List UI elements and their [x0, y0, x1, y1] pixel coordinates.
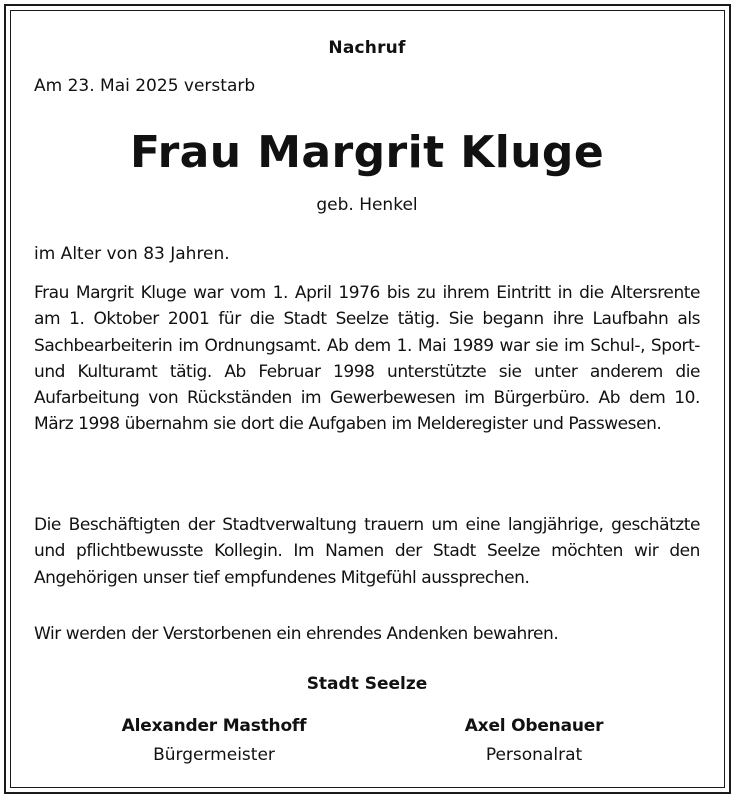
signer-name: Alexander Masthoff — [121, 716, 307, 736]
signer-title: Bürgermeister — [153, 745, 275, 765]
career-paragraph: Frau Margrit Kluge war vom 1. April 1976 bis zu ihrem Eintritt in die Altersrente am 1. Oktober 2001 für die Stadt Seelze tätig. Sie begann ihre Laufbahn als Sachbearbeiterin im Ordnungsamt. Ab dem 1. Mai 1989 war sie im Schul-, Sport- und Kulturamt tätig. Ab Februar 1998 unterstützte sie unter anderem die Aufarbeitung von Rückständen im Gewerbewesen im Bürgerbüro. Ab dem 10. März 1998 übernahm sie dort die Aufgaben im Melderegister und Passwesen. — [34, 283, 700, 435]
intro-line: Am 23. Mai 2025 verstarb — [34, 76, 256, 96]
deceased-name: Frau Margrit Kluge — [129, 127, 605, 178]
signer-staff-council — [414, 712, 654, 770]
signer-name: Axel Obenauer — [464, 716, 604, 736]
signer-mayor — [94, 712, 334, 770]
notice-heading: Nachruf — [328, 38, 406, 58]
age-line: im Alter von 83 Jahren. — [34, 244, 230, 264]
remembrance-paragraph: Wir werden der Verstorbenen ein ehrendes Andenken bewahren. — [34, 624, 559, 644]
signer-title: Personalrat — [485, 745, 583, 765]
condolence-paragraph: Die Beschäftigten der Stadtverwaltung trauern um eine langjährige, geschätzte und pflichtbewusste Kollegin. Im Namen der Stadt Seelze möchten wir den Angehörigen unser tief empfundenes Mitgefühl aussprechen. — [34, 515, 700, 588]
birth-name: geb. Henkel — [316, 195, 418, 215]
organization-name: Stadt Seelze — [306, 674, 428, 694]
